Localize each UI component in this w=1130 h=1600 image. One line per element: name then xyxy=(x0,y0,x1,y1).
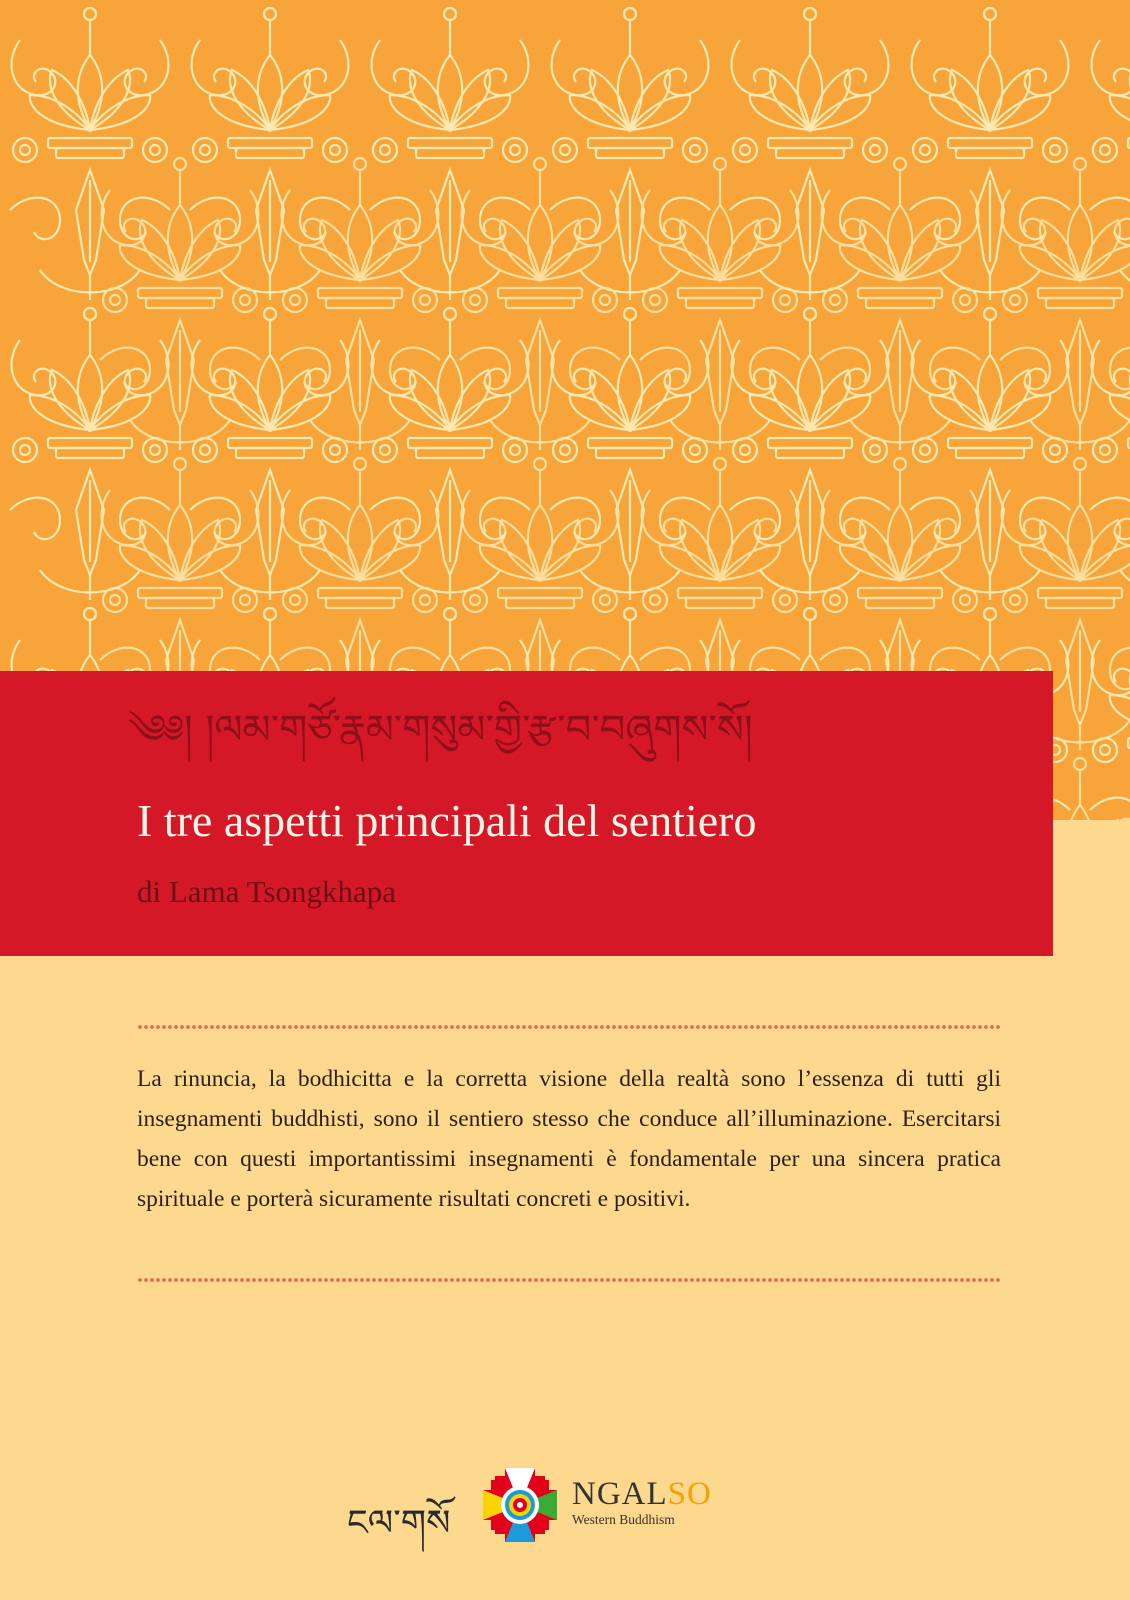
publisher-footer xyxy=(0,1460,1130,1570)
mandala-logo-icon xyxy=(483,1468,557,1542)
dotted-divider-bottom xyxy=(137,1275,1001,1285)
brand-name-so: SO xyxy=(667,1476,712,1512)
brand-block xyxy=(572,1476,712,1528)
brand-name xyxy=(572,1476,712,1512)
author-line: di Lama Tsongkhapa xyxy=(137,874,396,909)
brand-name-ngal: NGAL xyxy=(572,1476,668,1512)
dotted-divider-top xyxy=(137,1022,1001,1032)
tibetan-publisher-mark: ངལ་གསོ xyxy=(347,1503,451,1544)
description-paragraph: La rinuncia, la bodhicitta e la corretta visione della realtà sono l’essenza di tutti gli insegnamenti buddhisti, sono il sentiero stesso che conduce all’illuminazione. Esercitarsi bene con questi importantissimi insegnamenti è fondamentale per una sincera pratica spirituale e porterà sicuramente risultati concreti e positivi. xyxy=(137,1066,1001,1212)
tibetan-title-text: ༄༅། །ལམ་གཙོ་རྣམ་གསུམ་གྱི་རྩ་བ་བཞུགས་སོ། xyxy=(128,707,753,753)
brand-tagline: Western Buddhism xyxy=(572,1512,675,1527)
book-title: I tre aspetti principali del sentiero xyxy=(137,795,757,846)
tibetan-title xyxy=(128,700,908,780)
